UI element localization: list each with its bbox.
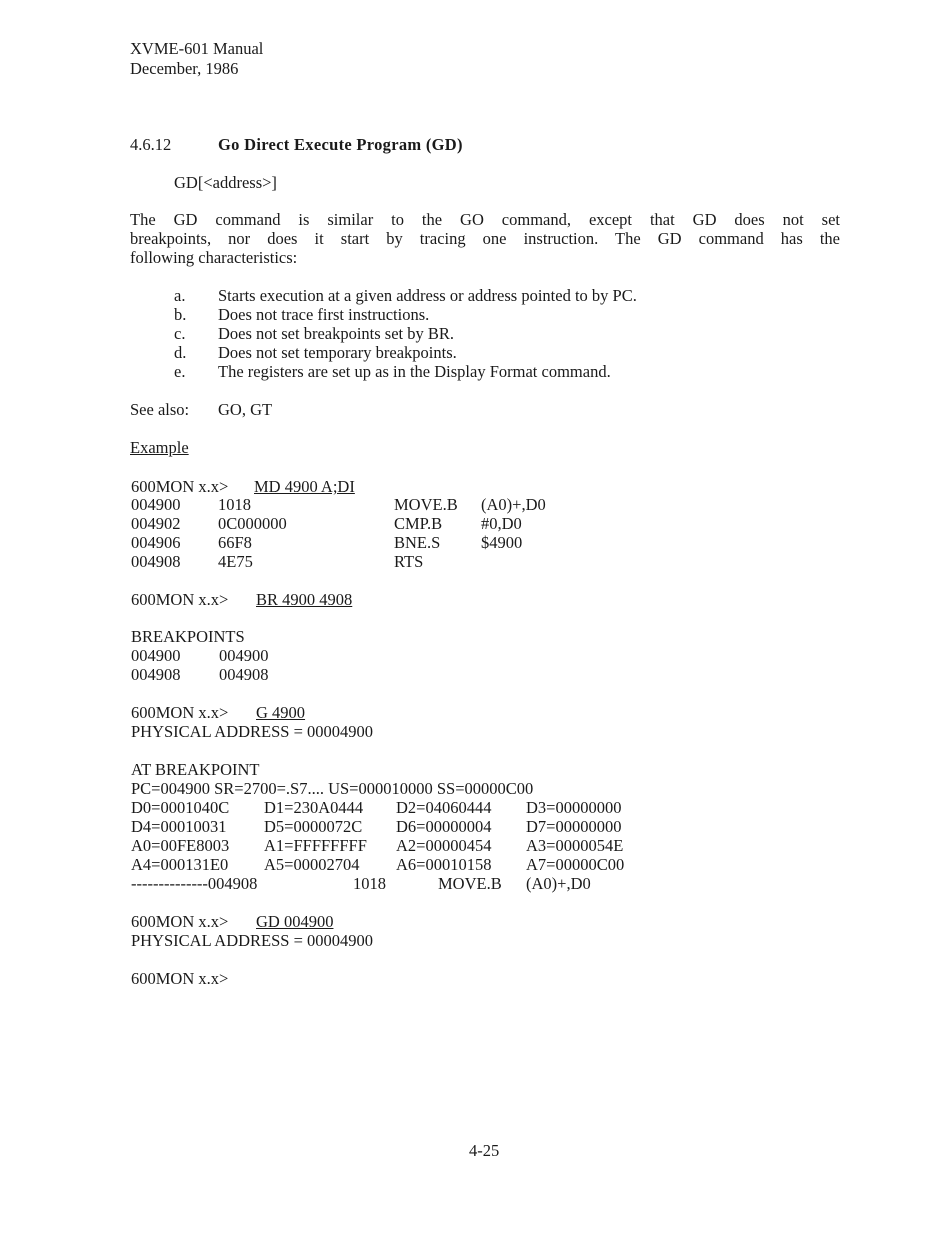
- breakpoints-title: BREAKPOINTS: [131, 627, 245, 646]
- gd-command: GD 004900: [256, 912, 334, 931]
- disasm-operand: $4900: [481, 533, 523, 552]
- page-number: 4-25: [469, 1141, 500, 1160]
- br-command: BR 4900 4908: [256, 590, 353, 609]
- list-item-text: Does not set temporary breakpoints.: [218, 343, 457, 362]
- monitor-prompt: 600MON x.x>: [131, 477, 229, 496]
- disasm-opcode: CMP.B: [394, 514, 443, 533]
- physical-address-line: PHYSICAL ADDRESS = 00004900: [131, 722, 374, 741]
- section-title: Go Direct Execute Program (GD): [218, 135, 463, 154]
- paragraph-line: breakpoints, nor does it start by tracing one instruction. The GD command has the: [130, 229, 840, 248]
- example-heading: Example: [130, 438, 189, 457]
- register-value: D3=00000000: [526, 798, 622, 817]
- command-syntax: GD[<address>]: [174, 173, 277, 192]
- register-value: A0=00FE8003: [131, 836, 230, 855]
- register-value: D4=00010031: [131, 817, 227, 836]
- register-value: A7=00000C00: [526, 855, 625, 874]
- trace-code: 1018: [353, 874, 386, 893]
- trace-operand: (A0)+,D0: [526, 874, 591, 893]
- disasm-opcode: RTS: [394, 552, 424, 571]
- at-breakpoint-label: AT BREAKPOINT: [131, 760, 260, 779]
- register-value: D2=04060444: [396, 798, 492, 817]
- physical-address-line: PHYSICAL ADDRESS = 00004900: [131, 931, 374, 950]
- see-also-value: GO, GT: [218, 400, 273, 419]
- breakpoint-physical: 004908: [219, 665, 269, 684]
- list-item-text: Does not trace first instructions.: [218, 305, 430, 324]
- section-number: 4.6.12: [130, 135, 172, 154]
- disasm-opcode: BNE.S: [394, 533, 441, 552]
- trace-address: --------------004908: [131, 874, 258, 893]
- disasm-code: 0C000000: [218, 514, 287, 533]
- final-monitor-prompt: 600MON x.x>: [131, 969, 229, 988]
- pc-status-line: PC=004900 SR=2700=.S7.... US=000010000 SS=00000C00: [131, 779, 534, 798]
- register-value: D1=230A0444: [264, 798, 364, 817]
- disasm-code: 1018: [218, 495, 251, 514]
- disasm-operand: #0,D0: [481, 514, 522, 533]
- register-value: D0=0001040C: [131, 798, 230, 817]
- disasm-address: 004906: [131, 533, 181, 552]
- paragraph-line: The GD command is similar to the GO command, except that GD does not set: [130, 210, 840, 229]
- manual-title: XVME-601 Manual: [130, 39, 264, 58]
- list-item-text: Starts execution at a given address or address pointed to by PC.: [218, 286, 637, 305]
- monitor-prompt: 600MON x.x>: [131, 703, 229, 722]
- register-value: D6=00000004: [396, 817, 492, 836]
- list-item-letter: c.: [174, 324, 186, 343]
- list-item-letter: d.: [174, 343, 187, 362]
- register-value: A2=00000454: [396, 836, 492, 855]
- register-value: A3=0000054E: [526, 836, 624, 855]
- register-value: D7=00000000: [526, 817, 622, 836]
- list-item-letter: b.: [174, 305, 187, 324]
- disasm-opcode: MOVE.B: [394, 495, 458, 514]
- disasm-address: 004900: [131, 495, 181, 514]
- md-command: MD 4900 A;DI: [254, 477, 355, 496]
- disasm-code: 66F8: [218, 533, 252, 552]
- register-value: A4=000131E0: [131, 855, 229, 874]
- disasm-address: 004908: [131, 552, 181, 571]
- breakpoint-address: 004900: [131, 646, 181, 665]
- list-item-text: Does not set breakpoints set by BR.: [218, 324, 455, 343]
- trace-opcode: MOVE.B: [438, 874, 502, 893]
- register-value: A1=FFFFFFFF: [264, 836, 367, 855]
- breakpoint-address: 004908: [131, 665, 181, 684]
- register-value: D5=0000072C: [264, 817, 363, 836]
- description-paragraph: [130, 210, 840, 267]
- paragraph-line: following characteristics:: [130, 248, 298, 267]
- breakpoint-physical: 004900: [219, 646, 269, 665]
- see-also-label: See also:: [130, 400, 190, 419]
- list-item-letter: e.: [174, 362, 186, 381]
- disasm-code: 4E75: [218, 552, 253, 571]
- disasm-address: 004902: [131, 514, 181, 533]
- list-item-text: The registers are set up as in the Display Format command.: [218, 362, 611, 381]
- list-item-letter: a.: [174, 286, 186, 305]
- register-value: A6=00010158: [396, 855, 492, 874]
- register-value: A5=00002704: [264, 855, 360, 874]
- disasm-operand: (A0)+,D0: [481, 495, 546, 514]
- manual-date: December, 1986: [130, 59, 239, 78]
- monitor-prompt: 600MON x.x>: [131, 912, 229, 931]
- g-command: G 4900: [256, 703, 306, 722]
- monitor-prompt: 600MON x.x>: [131, 590, 229, 609]
